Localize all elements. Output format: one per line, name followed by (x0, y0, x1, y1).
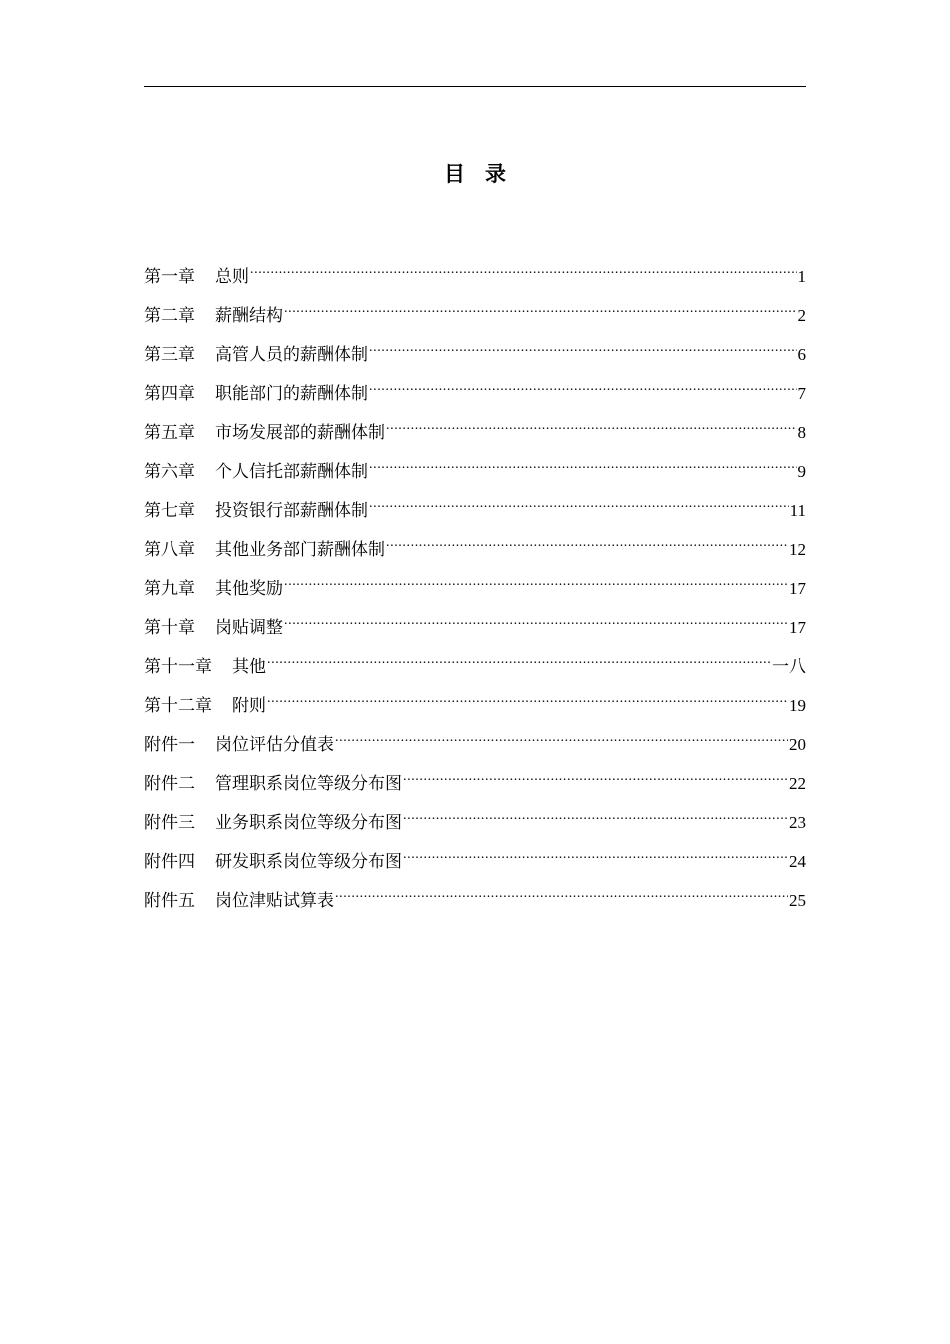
toc-dot-leader (250, 252, 797, 282)
toc-entry[interactable] (144, 603, 806, 642)
toc-entry-page: 17 (789, 579, 806, 598)
toc-entry-page: 23 (789, 813, 806, 832)
toc-dot-leader (267, 642, 771, 672)
toc-entry-page: 一八 (772, 657, 806, 676)
toc-entry-label: 其他 (232, 657, 266, 677)
toc-entry[interactable] (144, 330, 806, 369)
toc-entry-page: 9 (797, 462, 806, 481)
toc-entry-number: 第五章 (144, 423, 195, 443)
toc-entry-number: 第七章 (144, 501, 195, 521)
toc-entry-number: 第九章 (144, 579, 195, 599)
toc-entry-label: 总则 (215, 267, 249, 287)
toc-dot-leader (403, 837, 788, 867)
toc-entry[interactable] (144, 681, 806, 720)
toc-entry[interactable] (144, 720, 806, 759)
toc-list (144, 252, 806, 915)
toc-title: 目录 (444, 161, 526, 186)
toc-entry-number: 第三章 (144, 345, 195, 365)
toc-entry-number: 第一章 (144, 267, 195, 287)
toc-entry-page: 22 (789, 774, 806, 793)
toc-entry[interactable] (144, 876, 806, 915)
toc-entry[interactable] (144, 408, 806, 447)
toc-entry-page: 24 (789, 852, 806, 871)
toc-entry[interactable] (144, 798, 806, 837)
toc-entry[interactable] (144, 291, 806, 330)
toc-entry-page: 12 (789, 540, 806, 559)
toc-entry-label: 职能部门的薪酬体制 (215, 384, 368, 404)
toc-dot-leader (369, 447, 797, 477)
toc-entry-number: 第十一章 (144, 657, 212, 677)
toc-dot-leader (267, 681, 788, 711)
toc-entry-label: 研发职系岗位等级分布图 (215, 852, 402, 872)
toc-entry-label: 管理职系岗位等级分布图 (215, 774, 402, 794)
toc-entry[interactable] (144, 447, 806, 486)
toc-entry-page: 25 (789, 891, 806, 910)
toc-entry-label: 业务职系岗位等级分布图 (215, 813, 402, 833)
toc-dot-leader (403, 759, 788, 789)
toc-dot-leader (335, 876, 788, 906)
toc-entry-number: 第四章 (144, 384, 195, 404)
toc-entry-label: 附则 (232, 696, 266, 716)
toc-entry[interactable] (144, 369, 806, 408)
header-rule (144, 86, 806, 87)
toc-dot-leader (369, 369, 797, 399)
toc-entry-label: 其他奖励 (215, 579, 283, 599)
toc-entry[interactable] (144, 642, 806, 681)
toc-dot-leader (369, 486, 789, 516)
toc-entry-label: 岗贴调整 (215, 618, 283, 638)
toc-entry-number: 第十二章 (144, 696, 212, 716)
toc-entry-label: 投资银行部薪酬体制 (215, 501, 368, 521)
toc-entry-number: 附件三 (144, 813, 195, 833)
toc-entry-number: 第八章 (144, 540, 195, 560)
toc-entry[interactable] (144, 252, 806, 291)
toc-entry-page: 7 (797, 384, 806, 403)
toc-entry-page: 1 (797, 267, 806, 286)
toc-entry-label: 高管人员的薪酬体制 (215, 345, 368, 365)
toc-entry-number: 附件二 (144, 774, 195, 794)
toc-entry-number: 第二章 (144, 306, 195, 326)
toc-dot-leader (386, 525, 788, 555)
toc-entry-page: 6 (797, 345, 806, 364)
toc-entry-label: 岗位评估分值表 (215, 735, 334, 755)
toc-entry-number: 第六章 (144, 462, 195, 482)
toc-entry-number: 第十章 (144, 618, 195, 638)
toc-entry-page: 17 (789, 618, 806, 637)
toc-entry[interactable] (144, 486, 806, 525)
toc-entry-page: 8 (797, 423, 806, 442)
toc-entry-page: 20 (789, 735, 806, 754)
toc-entry-page: 19 (789, 696, 806, 715)
toc-entry[interactable] (144, 759, 806, 798)
toc-entry[interactable] (144, 525, 806, 564)
toc-entry[interactable] (144, 564, 806, 603)
toc-dot-leader (284, 291, 797, 321)
toc-dot-leader (403, 798, 788, 828)
toc-dot-leader (284, 603, 788, 633)
toc-entry-label: 其他业务部门薪酬体制 (215, 540, 385, 560)
toc-entry-page: 11 (789, 501, 806, 520)
toc-dot-leader (284, 564, 788, 594)
toc-dot-leader (335, 720, 788, 750)
toc-entry-label: 薪酬结构 (215, 306, 283, 326)
toc-entry[interactable] (144, 837, 806, 876)
toc-entry-number: 附件五 (144, 891, 195, 911)
toc-entry-label: 市场发展部的薪酬体制 (215, 423, 385, 443)
toc-dot-leader (386, 408, 797, 438)
toc-entry-number: 附件四 (144, 852, 195, 872)
toc-entry-label: 个人信托部薪酬体制 (215, 462, 368, 482)
toc-dot-leader (369, 330, 797, 360)
toc-entry-page: 2 (797, 306, 806, 325)
toc-entry-label: 岗位津贴试算表 (215, 891, 334, 911)
toc-entry-number: 附件一 (144, 735, 195, 755)
